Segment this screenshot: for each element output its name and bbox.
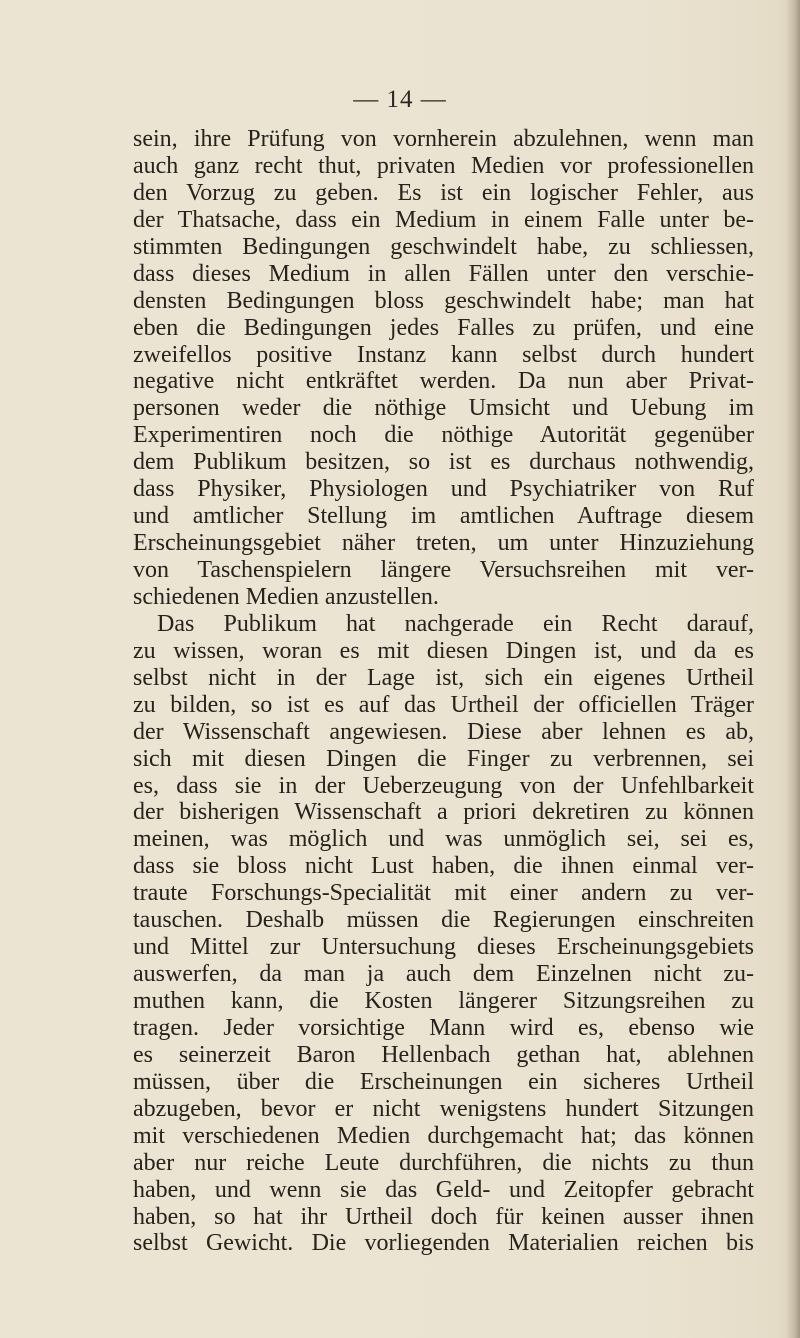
body-text: [133, 126, 754, 1257]
text-line: der Wissenschaft angewiesen. Diese aber lehnen es ab,: [133, 718, 754, 745]
text-line: dass sie bloss nicht Lust haben, die ihnen einmal ver-: [133, 853, 754, 880]
text-line: dem Publikum besitzen, so ist es durchaus nothwendig,: [133, 449, 754, 476]
text-line: sein, ihre Prüfung von vornherein abzulehnen, wenn man: [133, 126, 754, 152]
text-line: von Taschenspielern längere Versuchsreihen mit ver-: [133, 557, 754, 583]
text-line: und Mittel zur Untersuchung dieses Erscheinungsgebiets: [133, 934, 754, 961]
text-line: zu wissen, woran es mit diesen Dingen ist, und da es: [133, 637, 754, 664]
text-line: meinen, was möglich und was unmöglich sei, sei es,: [133, 826, 754, 853]
text-line: traute Forschungs-Specialität mit einer andern zu ver-: [133, 880, 754, 907]
text-line: der bisherigen Wissenschaft a priori dekretiren zu können: [133, 799, 754, 826]
text-line: selbst nicht in der Lage ist, sich ein eigenes Urtheil: [133, 664, 754, 691]
text-line: stimmten Bedingungen geschwindelt habe, zu schliessen,: [133, 233, 754, 260]
text-line: personen weder die nöthige Umsicht und Uebung im: [133, 395, 754, 422]
text-line: es seinerzeit Baron Hellenbach gethan hat, ablehnen: [133, 1041, 754, 1068]
text-line: negative nicht entkräftet werden. Da nun aber Privat-: [133, 368, 754, 395]
text-line: sich mit diesen Dingen die Finger zu verbrennen, sei: [133, 745, 754, 772]
paragraph-start-line: Das Publikum hat nachgerade ein Recht darauf,: [157, 610, 754, 637]
text-line: aber nur reiche Leute durchführen, die nichts zu thun: [133, 1149, 754, 1176]
text-line: dass dieses Medium in allen Fällen unter den verschie-: [133, 260, 754, 287]
text-line: tauschen. Deshalb müssen die Regierungen einschreiten: [133, 907, 754, 934]
text-line: der Thatsache, dass ein Medium in einem Falle unter be-: [133, 206, 754, 233]
text-line: mit verschiedenen Medien durchgemacht hat; das können: [133, 1122, 754, 1149]
text-line: eben die Bedingungen jedes Falles zu prüfen, und eine: [133, 314, 754, 341]
text-line: auswerfen, da man ja auch dem Einzelnen nicht zu-: [133, 961, 754, 988]
text-line: haben, und wenn sie das Geld- und Zeitopfer gebracht: [133, 1176, 754, 1203]
text-line: tragen. Jeder vorsichtige Mann wird es, ebenso wie: [133, 1014, 754, 1041]
text-line: Experimentiren noch die nöthige Autorität gegenüber: [133, 422, 754, 449]
text-line: abzugeben, bevor er nicht wenigstens hundert Sitzungen: [133, 1095, 754, 1122]
page-number: — 14 —: [353, 86, 447, 113]
text-line: muthen kann, die Kosten längerer Sitzungsreihen zu: [133, 988, 754, 1014]
text-line: densten Bedingungen bloss geschwindelt habe; man hat: [133, 287, 754, 314]
text-line: müssen, über die Erscheinungen ein sicheres Urtheil: [133, 1068, 754, 1095]
text-line: haben, so hat ihr Urtheil doch für keinen ausser ihnen: [133, 1203, 754, 1230]
text-line: den Vorzug zu geben. Es ist ein logischer Fehler, aus: [133, 179, 754, 206]
text-line: dass Physiker, Physiologen und Psychiatriker von Ruf: [133, 476, 754, 503]
page-edge-shadow: [786, 0, 800, 1338]
text-line: Erscheinungsgebiet näher treten, um unter Hinzuziehung: [133, 530, 754, 557]
text-line: zu bilden, so ist es auf das Urtheil der officiellen Träger: [133, 691, 754, 718]
text-line: es, dass sie in der Ueberzeugung von der Unfehlbarkeit: [133, 772, 754, 799]
text-line: selbst Gewicht. Die vorliegenden Materialien reichen bis: [133, 1230, 754, 1257]
text-line: und amtlicher Stellung im amtlichen Auftrage diesem: [133, 503, 754, 530]
paragraph-end-line: schiedenen Medien anzustellen.: [133, 583, 439, 610]
text-line: zweifellos positive Instanz kann selbst durch hundert: [133, 341, 754, 368]
text-line: auch ganz recht thut, privaten Medien vor professionellen: [133, 152, 754, 179]
